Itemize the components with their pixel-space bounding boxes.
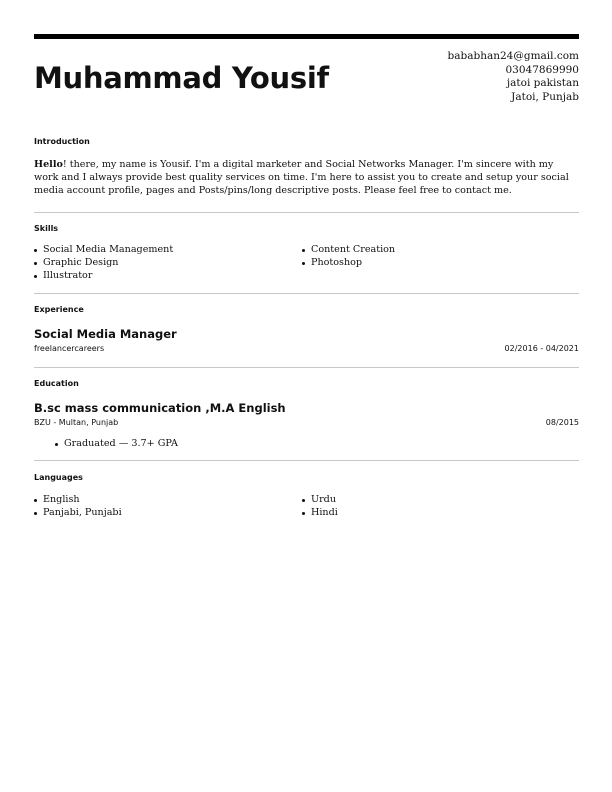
education-bullet: Graduated — 3.7+ GPA	[55, 437, 579, 450]
job-role: Social Media Manager	[34, 326, 177, 341]
contact-email[interactable]: bababhan24@gmail.com	[447, 50, 579, 62]
contact-block	[448, 50, 579, 104]
introduction-section	[34, 111, 579, 213]
introduction-lead: Hello	[34, 159, 63, 170]
skills-left-list	[34, 243, 302, 282]
skills-title: Skills	[34, 223, 59, 233]
education-date: 08/2015	[545, 417, 579, 427]
introduction-title: Introduction	[34, 137, 90, 146]
education-title: Education	[34, 378, 79, 388]
skill-item: Content Creation	[302, 243, 570, 256]
languages-section	[34, 461, 579, 519]
language-item: Urdu	[302, 493, 570, 506]
experience-section	[34, 294, 579, 368]
job-company: freelancercareers	[34, 343, 105, 353]
education-section	[34, 368, 579, 461]
job-meta	[34, 344, 579, 353]
language-item: Hindi	[302, 506, 570, 519]
candidate-name: Muhammad Yousif	[34, 61, 329, 95]
skill-item: Illustrator	[34, 269, 302, 282]
language-item: Panjabi, Punjabi	[34, 506, 302, 519]
resume-page	[34, 34, 579, 519]
education-degree: B.sc mass communication ,M.A English	[34, 400, 286, 415]
languages-columns	[34, 493, 579, 519]
education-school: BZU - Multan, Punjab	[34, 417, 119, 427]
language-item: English	[34, 493, 302, 506]
skill-item: Graphic Design	[34, 256, 302, 269]
skill-item: Social Media Management	[34, 243, 302, 256]
education-entry	[34, 401, 579, 450]
education-bullets	[34, 437, 579, 450]
languages-title: Languages	[34, 472, 83, 482]
contact-phone: 03047869990	[505, 63, 579, 76]
languages-right-list	[302, 493, 570, 519]
resume-header	[34, 39, 579, 111]
experience-title: Experience	[34, 304, 84, 314]
skill-item: Photoshop	[302, 256, 570, 269]
introduction-body: ! there, my name is Yousif. I'm a digital marketer and Social Networks Manager. I'm sincere with my work and I always provide best quality services on time. I'm here to assist you to create and setup your social media account profile, pages and Posts/pins/long descriptive posts. Please feel free to contact me.	[34, 159, 569, 197]
skills-right-list	[302, 243, 570, 282]
languages-left-list	[34, 493, 302, 519]
contact-city: Jatoi, Punjab	[511, 90, 579, 103]
skills-section	[34, 213, 579, 294]
job-entry	[34, 327, 579, 353]
introduction-text	[34, 158, 579, 198]
job-dates: 02/2016 - 04/2021	[504, 343, 579, 353]
contact-location: jatoi pakistan	[506, 77, 579, 89]
education-meta	[34, 418, 579, 427]
skills-columns	[34, 243, 579, 282]
